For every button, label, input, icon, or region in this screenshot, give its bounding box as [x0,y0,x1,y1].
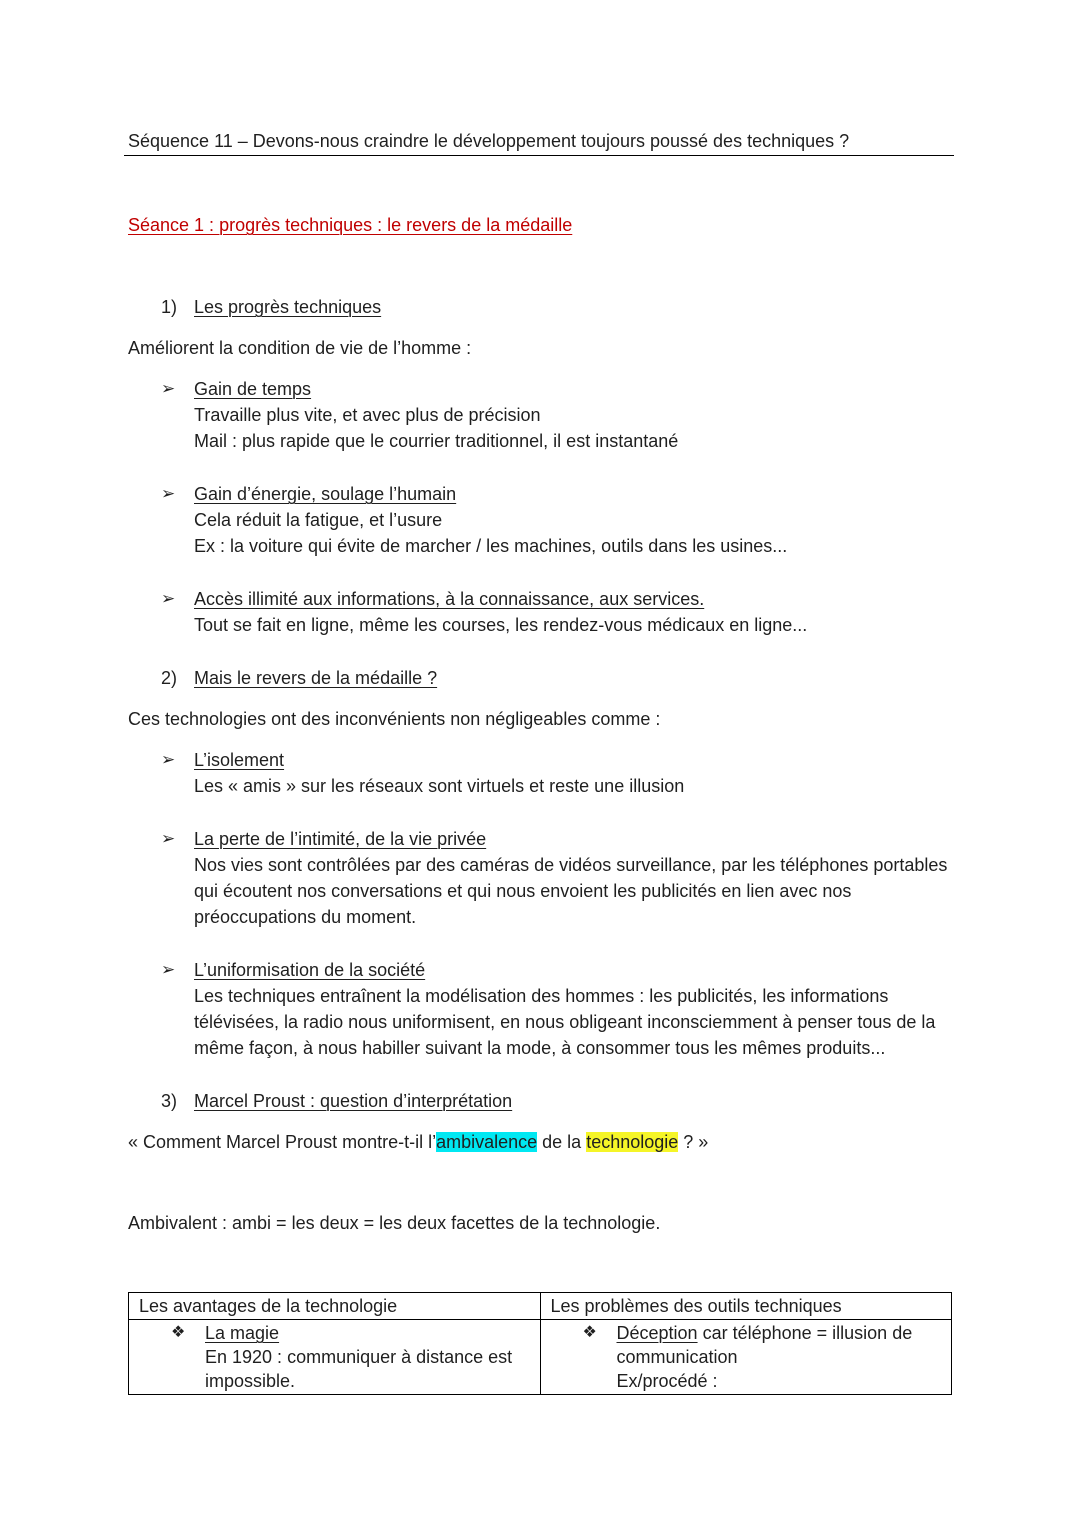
arrow-bullet-icon: ➢ [161,484,176,503]
question-start: « Comment Marcel Proust montre-t-il l’ [128,1132,437,1152]
section-3-heading [161,1088,512,1114]
item-line: Nos vies sont contrôlées par des caméras de vidéos surveillance, par les téléphones portables [194,855,948,875]
cell-item-title: La magie [205,1323,280,1343]
table-cell-advantages [129,1320,541,1395]
cell-item-rest: car téléphone = illusion de [697,1323,913,1343]
cell-item-row [617,1321,942,1345]
document-title: Séquence 11 – Devons-nous craindre le développement toujours poussé des techniques ? [128,131,850,151]
item-line: Travaille plus vite, et avec plus de précision [194,405,541,425]
item-line: Mail : plus rapide que le courrier traditionnel, il est instantané [194,431,679,451]
seance-title: Séance 1 : progrès techniques : le revers de la médaille [128,215,573,235]
diamond-star-bullet-icon: ❖ [582,1324,597,1341]
item-line: préoccupations du moment. [194,907,417,927]
cell-line: impossible. [205,1371,296,1391]
item-title: Gain d’énergie, soulage l’humain [194,484,457,504]
section-2-title: Mais le revers de la médaille ? [194,668,438,688]
arrow-bullet-icon: ➢ [161,379,176,398]
item-title: La perte de l’intimité, de la vie privée [194,829,487,849]
highlight-ambivalence: ambivalence [436,1132,538,1152]
item-line: Ex : la voiture qui évite de marcher / les machines, outils dans les usines... [194,536,788,556]
cell-item-title: Déception [616,1323,698,1343]
table-header-problems: Les problèmes des outils techniques [540,1293,952,1320]
item-line: qui écoutent nos conversations et qui nous envoient les publicités en lien avec nos [194,881,852,901]
item-line: Les « amis » sur les réseaux sont virtuels et reste une illusion [194,776,685,796]
item-line: Cela réduit la fatigue, et l’usure [194,510,443,530]
item-line: Tout se fait en ligne, même les courses, les rendez-vous médicaux en ligne... [194,615,808,635]
section-1-number: 1) [161,297,178,317]
header-rule [124,155,954,156]
cell-line: communication [616,1347,738,1367]
comparison-table [128,1292,952,1395]
arrow-bullet-icon: ➢ [161,829,176,848]
section-1-title: Les progrès techniques [194,297,382,317]
question-middle: de la [537,1132,587,1152]
section-2-number: 2) [161,668,178,688]
table-header-advantages: Les avantages de la technologie [129,1293,541,1320]
cell-line: Ex/procédé : [616,1371,718,1391]
cell-line: En 1920 : communiquer à distance est [205,1347,513,1367]
question-end: ? » [678,1132,709,1152]
item-title: Gain de temps [194,379,312,399]
section-3-number: 3) [161,1091,178,1111]
section-2-heading [161,665,437,691]
section-1-heading [161,294,381,320]
section-3-title: Marcel Proust : question d’interprétation [194,1091,513,1111]
arrow-bullet-icon: ➢ [161,750,176,769]
item-line: Les techniques entraînent la modélisation des hommes : les publicités, les informations [194,986,889,1006]
item-title: L’isolement [194,750,285,770]
item-line: télévisées, la radio nous uniformisent, en nous obligeant inconsciemment à penser tous de la [194,1012,936,1032]
item-title: Accès illimité aux informations, à la connaissance, aux services. [194,589,705,609]
diamond-star-bullet-icon: ❖ [171,1324,186,1341]
section-2-intro: Ces technologies ont des inconvénients non négligeables comme : [128,709,661,729]
arrow-bullet-icon: ➢ [161,960,176,979]
table-cell-problems [540,1320,952,1395]
section-1-intro: Améliorent la condition de vie de l’homme : [128,338,472,358]
ambivalent-definition: Ambivalent : ambi = les deux = les deux facettes de la technologie. [128,1213,661,1233]
interpretation-question [128,1129,708,1155]
arrow-bullet-icon: ➢ [161,589,176,608]
highlight-technologie: technologie [586,1132,679,1152]
item-line: même façon, à nous habiller suivant la mode, à consommer tous les mêmes produits... [194,1038,886,1058]
item-title: L’uniformisation de la société [194,960,426,980]
